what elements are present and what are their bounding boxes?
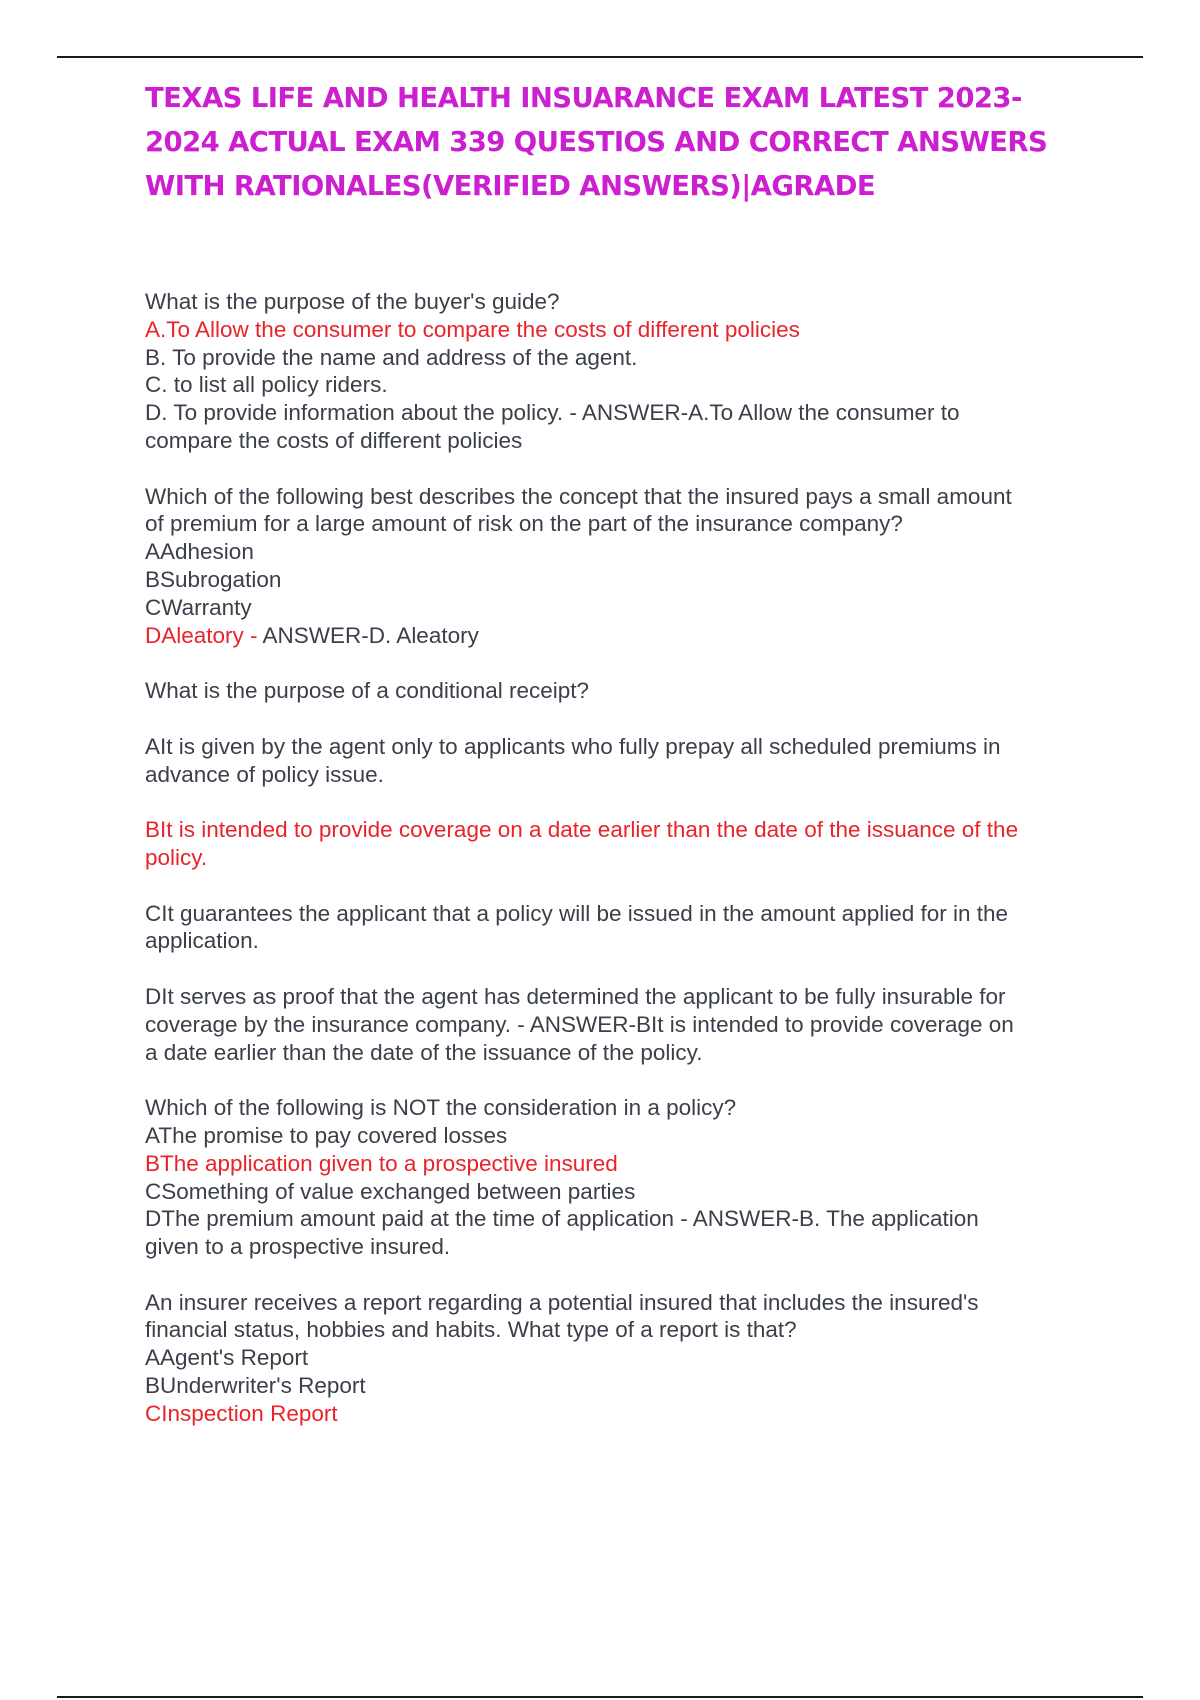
question-text [145,483,1095,539]
question-list [145,288,1095,1428]
option-c: CSomething of value exchanged between parties [145,1178,636,1204]
option-d-with-answer [145,622,1095,650]
spacer [145,788,1095,816]
title-line-2: 2024 ACTUAL EXAM 339 QUESTIOS AND CORRECT ANSWERS [145,126,1048,158]
option-c-line-2: application. [145,928,259,954]
question-text: What is the purpose of the buyer's guide? [145,289,560,314]
option-b-line-1: BIt is intended to provide coverage on a date earlier than the date of the issuance of the [145,817,1019,843]
option-d-line-2: compare the costs of different policies [145,427,523,453]
option-d-line-1: D. To provide information about the policy. - ANSWER-A.To Allow the consumer to [145,400,960,426]
option-b: BSubrogation [145,566,282,592]
option-b-correct: BThe application given to a prospective insured [145,1150,618,1176]
question-text: Which of the following is NOT the consideration in a policy? [145,1095,737,1121]
option-d-with-answer [145,399,1095,455]
question-3 [145,677,1095,1066]
question-line-1: Which of the following best describes the concept that the insured pays a small amount [145,483,1012,509]
option-a: AAgent's Report [145,1345,309,1371]
spacer [145,705,1095,733]
option-a-correct: A.To Allow the consumer to compare the costs of different policies [145,316,800,342]
title-line-1: TEXAS LIFE AND HEALTH INSUARANCE EXAM LATEST 2023- [145,82,1022,114]
question-4 [145,1094,1095,1261]
title-line-3: WITH RATIONALES(VERIFIED ANSWERS)|AGRADE [145,170,876,202]
option-c: CWarranty [145,594,252,620]
option-d-line-1: DThe premium amount paid at the time of application - ANSWER-B. The application [145,1206,979,1232]
question-1 [145,288,1095,455]
spacer [145,955,1095,983]
option-a: AThe promise to pay covered losses [145,1122,508,1148]
option-c: C. to list all policy riders. [145,372,388,398]
question-text [145,1289,1095,1345]
bottom-rule [57,1696,1143,1698]
option-d-correct: DAleatory - [145,622,263,648]
option-d-line-2: given to a prospective insured. [145,1234,451,1260]
document-page [145,76,1095,1455]
question-2 [145,483,1095,650]
question-text: What is the purpose of a conditional receipt? [145,678,590,704]
question-line-2: financial status, hobbies and habits. What type of a report is that? [145,1317,797,1343]
option-d-line-2: coverage by the insurance company. - ANSWER-BIt is intended to provide coverage on [145,1011,1014,1037]
option-b-correct [145,816,1095,872]
option-b-line-2: policy. [145,844,208,870]
option-a [145,733,1095,789]
question-line-1: An insurer receives a report regarding a potential insured that includes the insured's [145,1289,979,1315]
answer-text: ANSWER-D. Aleatory [262,622,479,648]
option-d-with-answer [145,1205,1095,1261]
option-c-correct: CInspection Report [145,1400,338,1426]
option-b: BUnderwriter's Report [145,1373,366,1399]
question-line-2: of premium for a large amount of risk on the part of the insurance company? [145,511,903,537]
spacer [145,872,1095,900]
question-5 [145,1289,1095,1428]
option-c [145,900,1095,956]
option-d-line-1: DIt serves as proof that the agent has determined the applicant to be fully insurable for [145,983,1006,1009]
option-d-line-3: a date earlier than the date of the issuance of the policy. [145,1039,703,1065]
option-a-line-2: advance of policy issue. [145,761,384,787]
option-a: AAdhesion [145,539,254,565]
document-title [145,76,1095,208]
option-d-with-answer [145,983,1095,1066]
option-b: B. To provide the name and address of the agent. [145,344,638,370]
top-rule [57,56,1143,58]
option-c-line-1: CIt guarantees the applicant that a policy will be issued in the amount applied for in the [145,900,1009,926]
option-a-line-1: AIt is given by the agent only to applicants who fully prepay all scheduled premiums in [145,733,1001,759]
